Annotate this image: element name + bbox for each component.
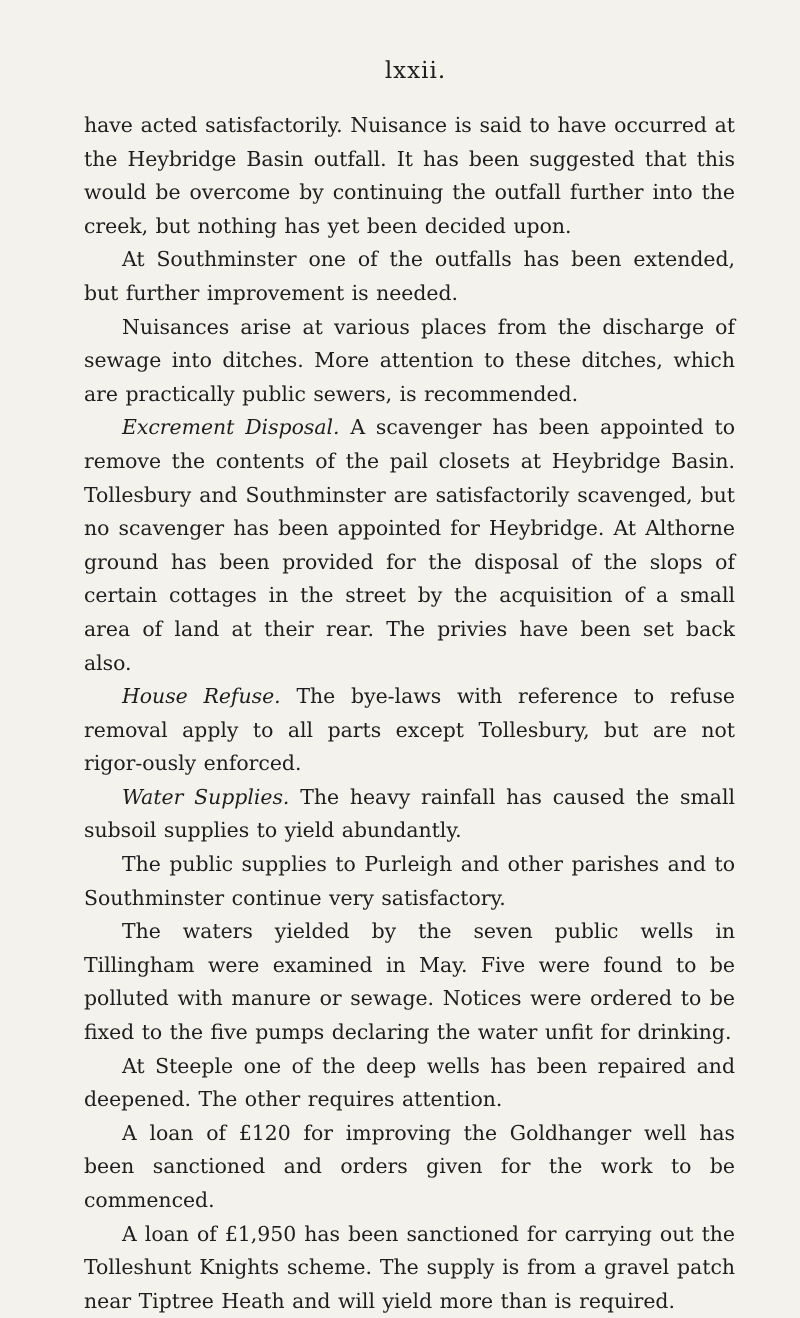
section-heading-excrement-disposal: Excrement Disposal.	[122, 415, 340, 440]
paragraph-text: have acted satisfactorily. Nuisance is said to have occurred at the Heybridge Basin outfall. It has been suggested that this would be overcome by continuing the outfall further into the creek, but nothing has yet been decided upon.	[84, 113, 735, 238]
paragraph	[84, 311, 735, 412]
section-heading-house-refuse: House Refuse.	[122, 684, 281, 709]
paragraph-text: A scavenger has been appointed to remove the contents of the pail closets at Heybridge Basin. Tollesbury and Southminster are satisfactorily scavenged, but no scavenger has been appointed for Heybridge. At Althorne ground has been provided for the disposal of the slops of certain cottages in the street by the acquisition of a small area of land at their rear. The privies have been set back also.	[84, 415, 735, 675]
paragraph-text: The bye-laws with reference to refuse removal apply to all parts except Tollesbury, but are not rigor-ously enforced.	[84, 684, 735, 776]
paragraph	[84, 411, 735, 680]
paragraph-text: At Steeple one of the deep wells has been repaired and deepened. The other requires attention.	[84, 1053, 735, 1112]
page-number: lxxii.	[384, 58, 447, 84]
paragraph	[84, 915, 735, 1049]
paragraph-text: A loan of £1,950 has been sanctioned for carrying out the Tolleshunt Knights scheme. The supply is from a gravel patch near Tiptree Heath and will yield more than is required.	[84, 1221, 735, 1313]
paragraph	[84, 1050, 735, 1117]
paragraph-text: The public supplies to Purleigh and other parishes and to Southminster continue very satisfactory.	[84, 852, 735, 910]
paragraph-text: The waters yielded by the seven public wells in Tillingham were examined in May. Five were found to be polluted with manure or sewage. Notices were ordered to be fixed to the five pumps declaring the water unfit for drinking.	[84, 919, 735, 1045]
body-text	[84, 109, 735, 1318]
paragraph	[84, 109, 735, 243]
paragraph	[84, 781, 735, 848]
paragraph	[84, 848, 735, 915]
paragraph	[84, 680, 735, 781]
paragraph-text: A loan of £120 for improving the Goldhanger well has been sanctioned and orders given for the work to be commenced.	[84, 1120, 735, 1212]
paragraph	[84, 243, 735, 310]
paragraph-text: The heavy rainfall has caused the small subsoil supplies to yield abundantly.	[84, 784, 735, 843]
paragraph	[84, 1117, 735, 1218]
paragraph-text: Nuisances arise at various places from the discharge of sewage into ditches. More attention to these ditches, which are practically public sewers, is recommended.	[84, 314, 735, 406]
paragraph	[84, 1218, 735, 1318]
paragraph-text: At Southminster one of the outfalls has been extended, but further improvement is needed.	[84, 247, 735, 305]
section-heading-water-supplies: Water Supplies.	[122, 784, 290, 809]
